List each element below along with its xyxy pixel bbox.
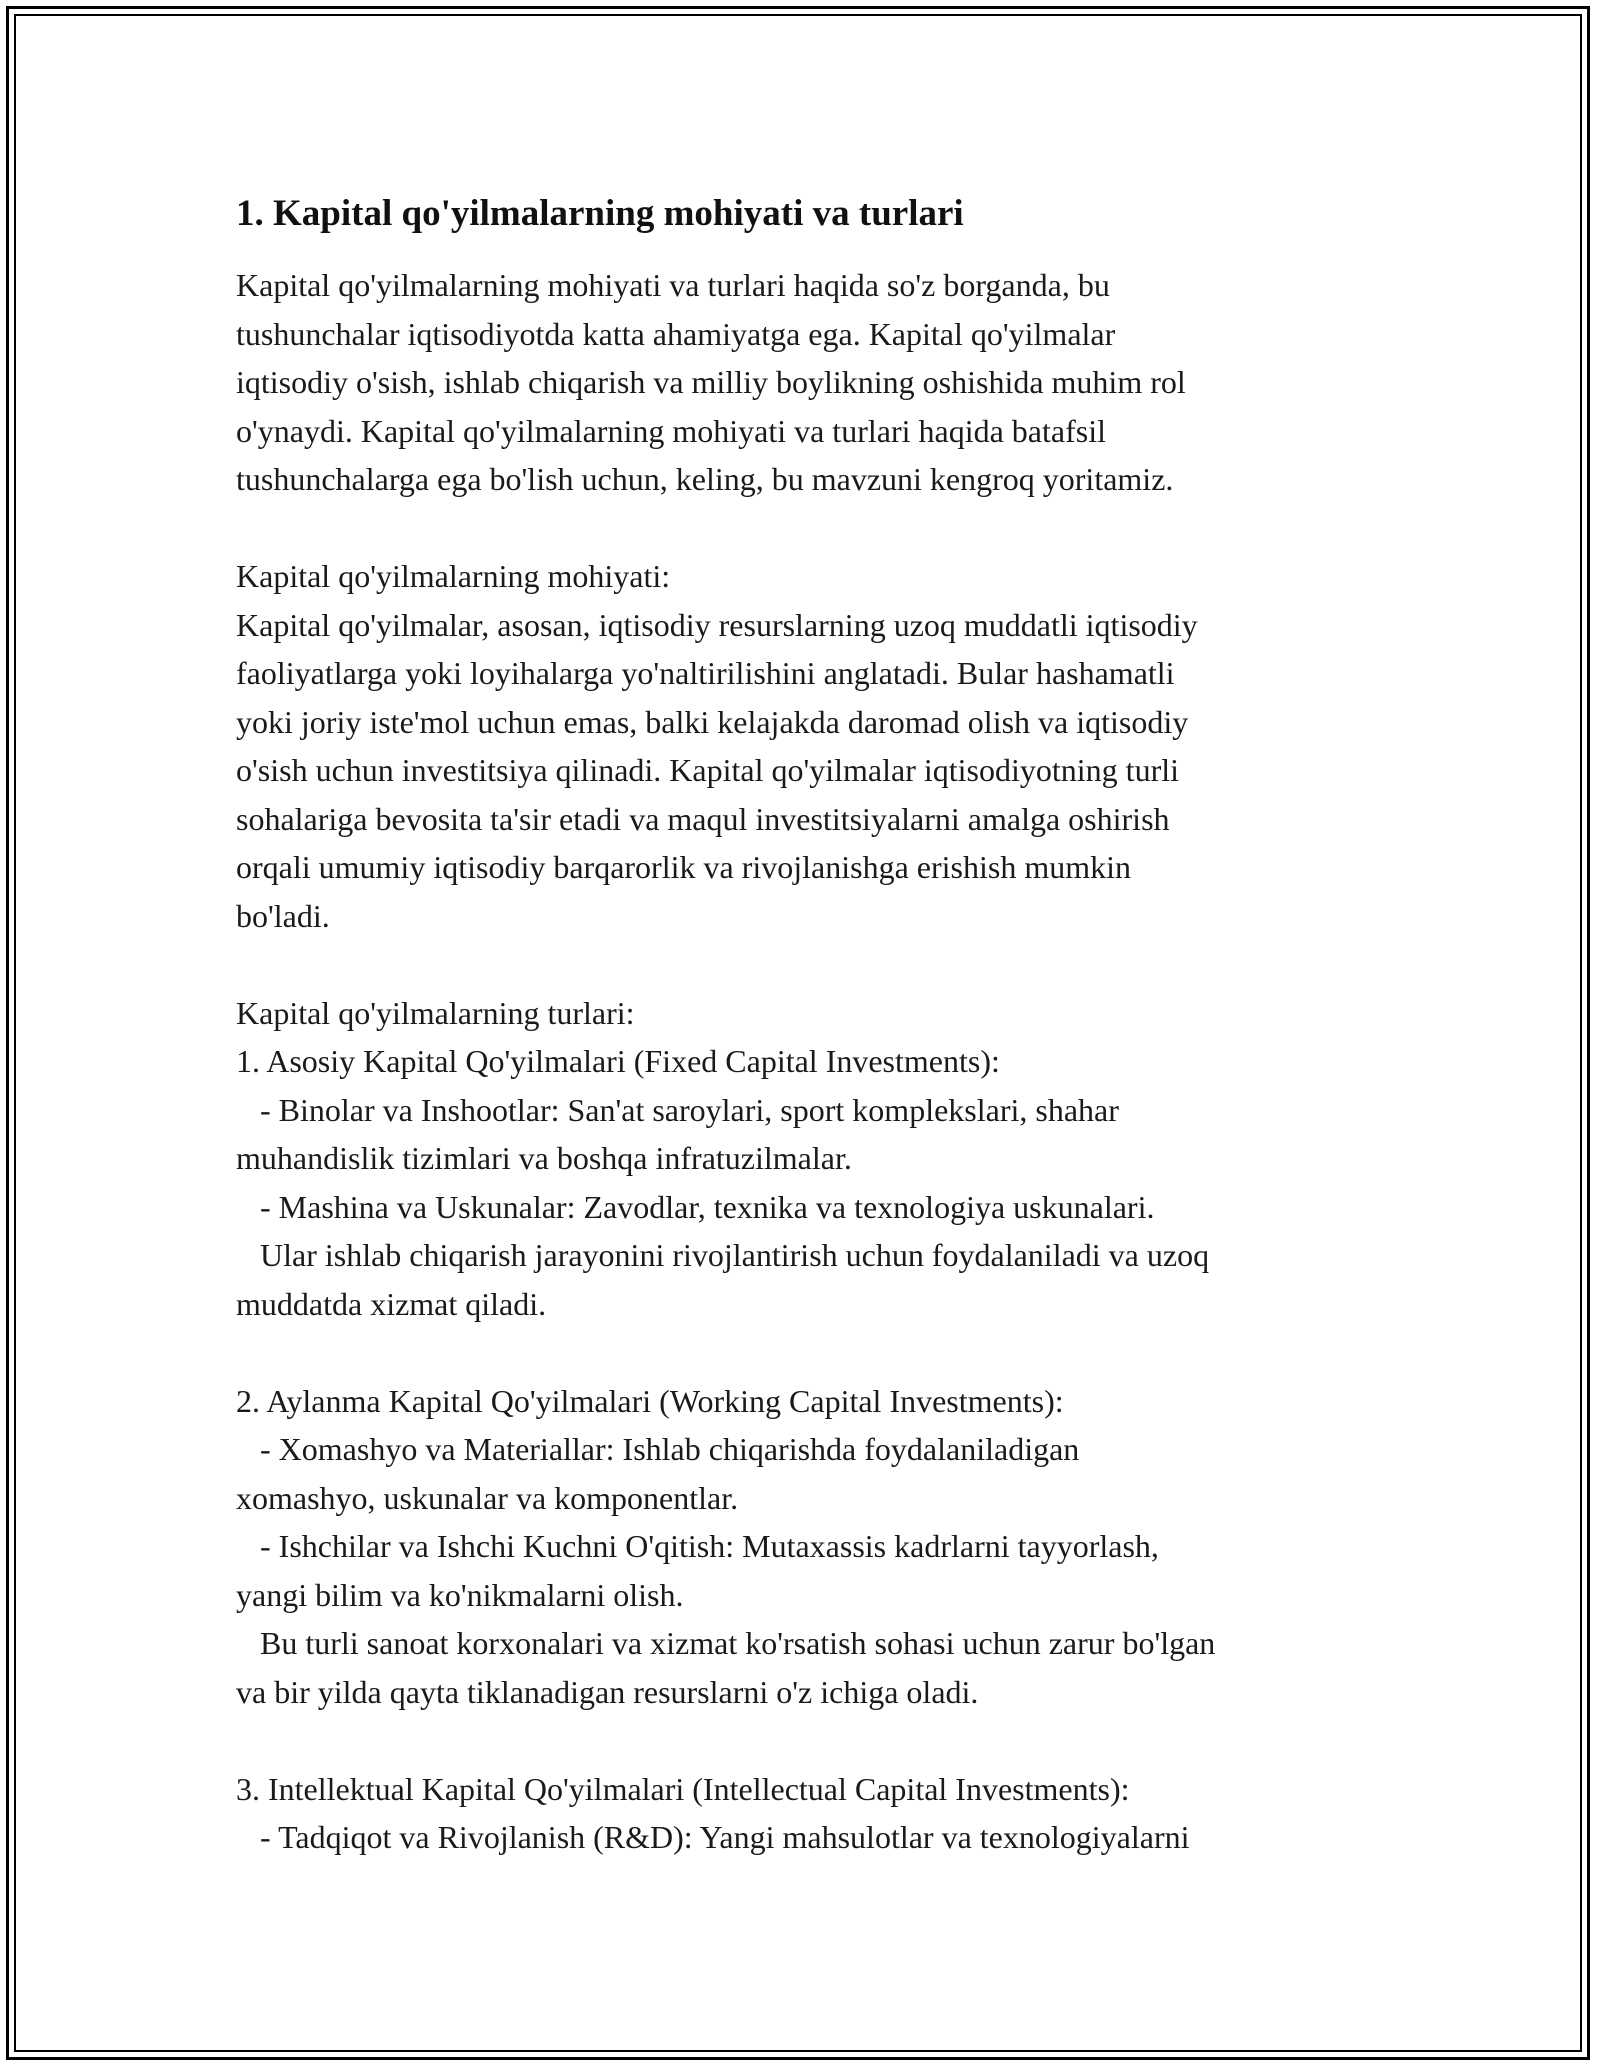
text-line: Kapital qo'yilmalarning turlari: (236, 994, 635, 1031)
text-line: muhandislik tizimlari va boshqa infratuzilmalar. (236, 1140, 852, 1176)
text-line (236, 504, 1386, 553)
text-line: tushunchalar iqtisodiyotda katta ahamiyatga ega. Kapital qo'yilmalar (236, 315, 1116, 352)
text-line: - Mashina va Uskunalar: Zavodlar, texnika va texnologiya uskunalari. (236, 1188, 1155, 1225)
text-line: - Binolar va Inshootlar: San'at saroylari, sport komplekslari, shahar (236, 1091, 1119, 1128)
text-line: muddatda xizmat qiladi. (236, 1285, 547, 1322)
text-line: 2. Aylanma Kapital Qo'yilmalari (Working Capital Investments): (236, 1382, 1064, 1419)
text-line: Kapital qo'yilmalar, asosan, iqtisodiy resurslarning uzoq muddatli iqtisodiy (236, 606, 1198, 643)
text-line: va bir yilda qayta tiklanadigan resurslarni o'z ichiga oladi. (236, 1673, 979, 1710)
text-line: iqtisodiy o'sish, ishlab chiqarish va milliy boylikning oshishida muhim rol (236, 364, 1186, 400)
text-line: o'ynaydi. Kapital qo'yilmalarning mohiyati va turlari haqida batafsil (236, 412, 1106, 449)
text-line: o'sish uchun investitsiya qilinadi. Kapital qo'yilmalar iqtisodiyotning turli (236, 752, 1179, 788)
text-line: tushunchalarga ega bo'lish uchun, keling, bu mavzuni kengroq yoritamiz. (236, 461, 1174, 497)
text-line: faoliyatlarga yoki loyihalarga yo'naltirilishini anglatadi. Bular hashamatli (236, 655, 1175, 691)
text-line: - Tadqiqot va Rivojlanish (R&D): Yangi mahsulotlar va texnologiyalarni (236, 1819, 1190, 1855)
text-line: yoki joriy iste'mol uchun emas, balki kelajakda daromad olish va iqtisodiy (236, 703, 1189, 740)
text-line: - Ishchilar va Ishchi Kuchni O'qitish: Mutaxassis kadrlarni tayyorlash, (236, 1528, 1159, 1564)
text-line: sohalariga bevosita ta'sir etadi va maqul investitsiyalarni amalga oshirish (236, 800, 1170, 837)
text-lines (236, 261, 1386, 1862)
text-line: orqali umumiy iqtisodiy barqarorlik va rivojlanishga erishish mumkin (236, 849, 1131, 885)
text-line (236, 940, 1386, 989)
text-line: Kapital qo'yilmalarning mohiyati va turlari haqida so'z borganda, bu (236, 267, 1110, 303)
text-line: Ular ishlab chiqarish jarayonini rivojlantirish uchun foydalaniladi va uzoq (236, 1237, 1210, 1273)
text-line: Kapital qo'yilmalarning mohiyati: (236, 558, 671, 594)
text-line: yangi bilim va ko'nikmalarni olish. (236, 1576, 684, 1613)
text-line: - Xomashyo va Materiallar: Ishlab chiqarishda foydalaniladigan (236, 1431, 1080, 1467)
text-line: 3. Intellektual Kapital Qo'yilmalari (Intellectual Capital Investments): (236, 1770, 1130, 1807)
text-line (236, 1716, 1386, 1765)
text-line (236, 1328, 1386, 1377)
document-body (236, 188, 1386, 1862)
section-title: 1. Kapital qo'yilmalarning mohiyati va turlari (236, 193, 964, 234)
text-line: 1. Asosiy Kapital Qo'yilmalari (Fixed Capital Investments): (236, 1043, 1000, 1079)
text-line: bo'ladi. (236, 897, 330, 934)
text-line: Bu turli sanoat korxonalari va xizmat ko'rsatish sohasi uchun zarur bo'lgan (236, 1625, 1216, 1661)
text-line: xomashyo, uskunalar va komponentlar. (236, 1479, 739, 1516)
